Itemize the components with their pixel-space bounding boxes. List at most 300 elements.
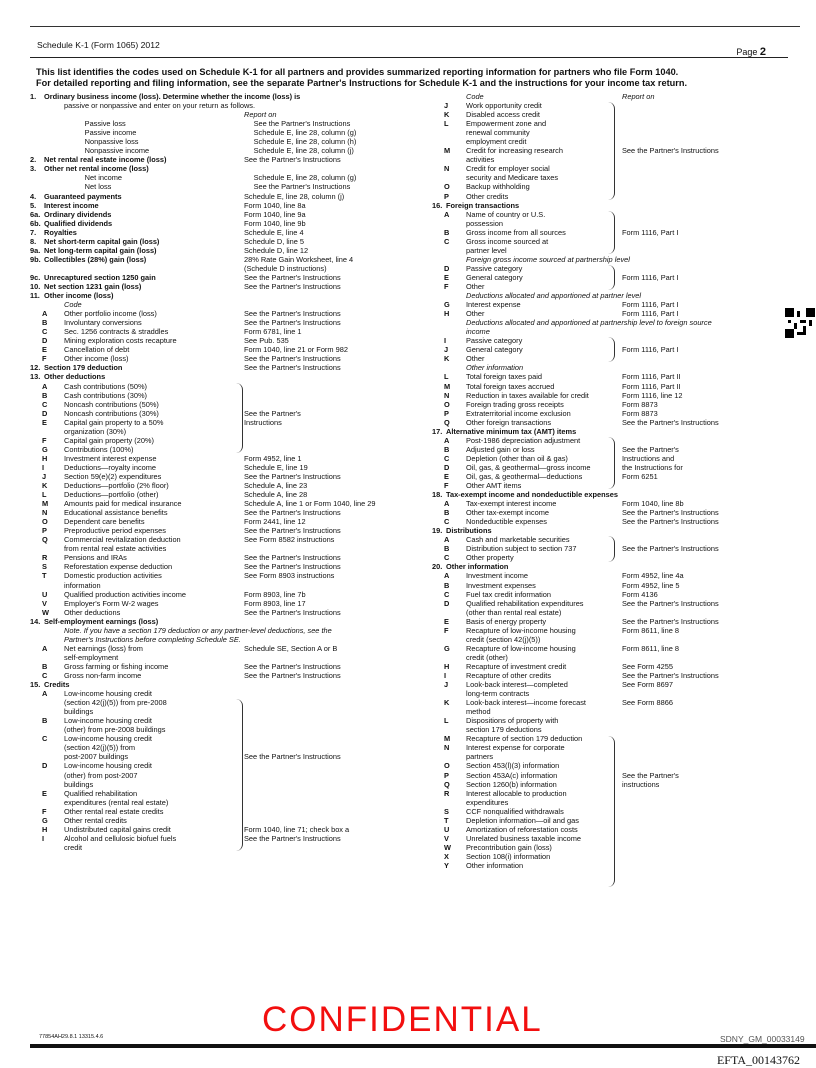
line-description: Alcohol and cellulosic biofuel fuels: [64, 833, 177, 843]
line-code: I: [444, 336, 447, 346]
form-line: [432, 807, 782, 816]
report-on: Schedule A, line 28: [244, 490, 308, 500]
form-line: [30, 273, 400, 282]
report-on: See the Partner's Instructions: [244, 281, 341, 291]
line-description: Adjusted gain or loss: [466, 444, 535, 454]
form-line: [432, 544, 782, 553]
form-line: [30, 291, 400, 300]
line-description: Qualified rehabilitation expenditures: [466, 598, 584, 608]
line-code: [432, 155, 466, 164]
line-description: Gross income sourced at: [466, 236, 549, 246]
form-line: [432, 400, 782, 409]
report-on: [622, 201, 782, 210]
form-line: [30, 409, 400, 418]
report-on: Form 6251: [622, 471, 658, 481]
report-on: See the Partner's Instructions: [622, 671, 719, 680]
report-on: See Form 8582 instructions: [244, 535, 335, 545]
line-description: Guaranteed payments: [44, 191, 122, 201]
line-description: General category: [466, 345, 523, 355]
report-on: Schedule SE, Section A or B: [244, 643, 338, 653]
report-on: [622, 354, 782, 363]
line-description: Qualified dividends: [44, 218, 113, 228]
line-code: T: [42, 571, 47, 581]
line-description: Total foreign taxes accrued: [466, 381, 555, 391]
line-description: (section 42(j)(5)) from: [64, 743, 136, 753]
line-code: L: [444, 716, 449, 726]
line-description: Precontribution gain (loss): [466, 842, 552, 852]
report-on: [244, 689, 400, 698]
report-on: See the Partner's: [622, 770, 679, 780]
form-line: [30, 562, 400, 571]
report-on: [622, 246, 782, 255]
bates-sdny: SDNY_GM_00033149: [720, 1034, 805, 1044]
line-code: [432, 318, 466, 327]
report-on: [622, 427, 782, 436]
form-line: [432, 146, 782, 155]
form-line: [432, 571, 782, 580]
form-line: [30, 382, 400, 391]
line-code: J: [444, 680, 449, 690]
report-on: [244, 816, 400, 825]
line-description: Passive loss: [84, 119, 126, 129]
line-code: 4.: [30, 191, 37, 201]
report-on: Form 8873: [622, 408, 658, 418]
line-description: Involuntary conversions: [64, 318, 142, 328]
line-code: I: [42, 462, 45, 472]
line-code: X: [444, 851, 449, 861]
line-code: B: [42, 390, 48, 400]
report-on: See the Partner's Instructions: [253, 119, 351, 129]
line-code: B: [42, 716, 48, 726]
line-code: 19.: [432, 526, 443, 536]
line-description: Section 1260(b) information: [466, 779, 557, 789]
line-description: [64, 110, 244, 119]
line-code: [30, 427, 64, 436]
report-on: [244, 680, 400, 689]
form-line: [30, 345, 400, 354]
line-description: Noncash contributions (50%): [64, 399, 159, 409]
report-on: Schedule A, line 23: [244, 481, 308, 491]
report-on: Schedule A, line 1 or Form 1040, line 29: [244, 499, 376, 509]
form-line: [30, 553, 400, 562]
line-code: [30, 635, 64, 644]
report-on: See the Partner's Instructions: [244, 752, 341, 762]
report-on: [622, 562, 782, 571]
line-description: Qualified production activities income: [64, 589, 187, 599]
form-line: [432, 490, 782, 499]
line-description: Recapture of other credits: [466, 671, 552, 680]
line-description: Amounts paid for medical insurance: [64, 499, 182, 509]
line-description: Investment interest expense: [64, 453, 157, 463]
line-code: D: [444, 263, 450, 273]
report-on: Schedule E, line 28, column (j): [253, 146, 354, 156]
line-description: Other information: [446, 562, 509, 572]
line-code: 12.: [30, 363, 41, 373]
form-line: [432, 372, 782, 381]
report-on: [244, 300, 400, 309]
form-line: [30, 761, 400, 770]
line-description: Domestic production activities: [64, 571, 162, 581]
line-description: Cash contributions (30%): [64, 390, 147, 400]
line-description: Royalties: [44, 227, 77, 237]
report-on: [622, 219, 782, 228]
line-description: Nondeductible expenses: [466, 517, 547, 527]
line-code: M: [444, 734, 451, 744]
line-code: [30, 146, 63, 155]
line-code: S: [42, 562, 47, 572]
line-description: General category: [466, 272, 523, 282]
form-line: [432, 210, 782, 219]
line-code: 2.: [30, 155, 37, 165]
bates-efta: EFTA_00143762: [716, 1053, 800, 1067]
report-on: See the Partner's Instructions: [622, 417, 719, 427]
line-description: buildings: [64, 707, 94, 717]
line-code: [30, 119, 63, 128]
line-description: Deductions—portfolio (2% floor): [64, 481, 169, 491]
line-code: 13.: [30, 372, 41, 382]
right-column: [432, 92, 782, 870]
report-on: [622, 798, 782, 807]
line-description: security and Medicare taxes: [466, 173, 559, 183]
report-on: [622, 752, 782, 761]
line-code: D: [444, 598, 450, 608]
line-description: (other) from post-2007: [64, 770, 138, 780]
line-description: Other rental credits: [64, 815, 127, 825]
report-on: See the Partner's Instructions: [244, 562, 341, 572]
form-line: [30, 517, 400, 526]
report-on: See the Partner's Instructions: [244, 354, 341, 364]
report-on: See the Partner's Instructions: [244, 553, 341, 563]
line-description: Backup withholding: [466, 182, 530, 192]
bracket: [236, 699, 243, 851]
form-line: [432, 526, 782, 535]
report-on: [244, 544, 400, 553]
line-description: section 179 deductions: [466, 725, 542, 735]
line-description: Other: [466, 354, 485, 364]
line-description: credit (other): [466, 652, 508, 662]
form-line: [432, 581, 782, 590]
form-line: [432, 237, 782, 246]
line-code: [432, 128, 466, 137]
form-line: [30, 146, 400, 155]
line-description: (other than rental real estate): [466, 607, 562, 617]
line-code: I: [444, 671, 447, 680]
bracket: [608, 265, 615, 290]
report-on: See the Partner's Instructions: [622, 508, 719, 518]
line-description: Distributions: [446, 526, 492, 536]
report-on: 28% Rate Gain Worksheet, line 4: [244, 254, 354, 264]
bracket: [608, 102, 615, 200]
form-line: [30, 391, 400, 400]
report-on: [622, 789, 782, 798]
form-line: [30, 680, 400, 689]
form-line: [432, 418, 782, 427]
form-line: [432, 137, 782, 146]
line-description: Fuel tax credit information: [466, 589, 552, 599]
form-line: [432, 201, 782, 210]
line-code: 7.: [30, 227, 37, 237]
report-on: Form 1040, line 8a: [244, 200, 306, 210]
line-code: F: [444, 481, 449, 491]
form-code: 77854AH29.8.1 13315.4.6: [39, 1034, 104, 1040]
form-line: [30, 834, 400, 843]
form-line: [30, 327, 400, 336]
form-line: [30, 192, 400, 201]
report-on: Schedule D, line 12: [244, 245, 309, 255]
line-code: C: [42, 399, 48, 409]
bottom-bar: [30, 1044, 816, 1048]
line-description: Preproductive period expenses: [64, 526, 166, 536]
line-description: Reforestation expense deduction: [64, 562, 173, 572]
line-code: 20.: [432, 562, 443, 572]
report-on: [622, 255, 782, 264]
report-on: Form 1116, Part I: [622, 345, 679, 355]
line-description: partners: [466, 752, 494, 762]
line-description: Work opportunity credit: [466, 101, 542, 111]
form-line: [432, 436, 782, 445]
report-on: Form 1116, Part I: [622, 300, 679, 310]
line-description: Name of country or U.S.: [466, 209, 546, 219]
line-code: C: [444, 453, 450, 463]
form-line: [432, 752, 782, 761]
report-on: Instructions and: [622, 453, 675, 463]
form-line: [30, 237, 400, 246]
line-description: Basis of energy property: [466, 616, 547, 626]
line-description: information: [64, 580, 101, 590]
line-code: C: [444, 517, 450, 527]
form-line: [30, 662, 400, 671]
report-on: [622, 481, 782, 490]
line-description: renewal community: [466, 128, 530, 138]
form-line: [432, 508, 782, 517]
line-description: Other income (loss): [64, 354, 129, 364]
line-code: K: [42, 481, 48, 491]
form-line: [432, 499, 782, 508]
line-description: Passive income: [84, 128, 137, 138]
line-code: B: [444, 227, 450, 237]
report-on: Form 1116, Part I: [622, 272, 679, 282]
line-description: Net short-term capital gain (loss): [44, 236, 160, 246]
line-description: Unrelated business taxable income: [466, 833, 582, 843]
form-line: [30, 182, 400, 191]
form-line: [30, 816, 400, 825]
report-on: Form 8611, line 8: [622, 625, 679, 635]
form-line: [432, 472, 782, 481]
report-on: See the Partner's Instructions: [244, 318, 341, 328]
line-description: Net loss: [84, 182, 112, 192]
line-description: Recapture of investment credit: [466, 661, 567, 671]
line-code: J: [444, 101, 449, 111]
line-code: [30, 771, 64, 780]
line-description: Post-1986 depreciation adjustment: [466, 435, 581, 445]
line-code: A: [42, 381, 48, 391]
report-on: Form 1116, Part II: [622, 381, 681, 391]
line-code: [30, 544, 64, 553]
report-on: [244, 92, 400, 101]
line-description: Partner's Instructions before completing Schedule SE.: [64, 634, 241, 644]
line-description: Other: [466, 309, 485, 319]
line-code: 11.: [30, 291, 40, 301]
report-on: See Pub. 535: [244, 336, 289, 346]
line-code: [432, 219, 466, 228]
line-description: Code: [466, 92, 484, 101]
line-description: activities: [466, 155, 495, 165]
form-line: [30, 372, 400, 381]
report-on: See the Partner's Instructions: [622, 598, 719, 608]
line-code: [432, 689, 466, 698]
line-description: Dependent care benefits: [64, 517, 145, 527]
form-line: [432, 273, 782, 282]
line-code: N: [444, 390, 450, 400]
line-code: E: [42, 345, 47, 355]
form-line: [30, 725, 400, 734]
line-code: A: [444, 499, 450, 509]
report-on: See the Partner's Instructions: [244, 526, 341, 536]
form-line: [432, 825, 782, 834]
form-line: [432, 363, 782, 372]
report-on: See the Partner's Instructions: [622, 517, 719, 527]
form-line: [432, 535, 782, 544]
report-on: [244, 716, 400, 725]
line-code: E: [444, 272, 449, 282]
report-on: Form 2441, line 12: [244, 517, 306, 527]
line-description: Capital gain property (20%): [64, 435, 154, 445]
report-on: [622, 282, 782, 291]
line-code: A: [444, 209, 450, 219]
line-description: Foreign transactions: [446, 200, 520, 210]
report-on: [244, 798, 400, 807]
line-code: H: [444, 309, 450, 319]
line-description: Gross farming or fishing income: [64, 661, 169, 671]
report-on: Form 1116, Part II: [622, 372, 681, 382]
line-description: Gross non-farm income: [64, 671, 142, 680]
line-description: Deductions allocated and apportioned at partner level: [466, 291, 642, 301]
report-on: [244, 372, 400, 381]
line-description: Sec. 1256 contracts & straddles: [64, 327, 169, 337]
line-description: Other: [466, 281, 485, 291]
line-description: Interest income: [44, 200, 99, 210]
line-description: Passive category: [466, 336, 523, 346]
line-code: S: [444, 806, 449, 816]
report-on: [622, 155, 782, 164]
line-code: A: [444, 435, 450, 445]
line-code: D: [42, 336, 48, 346]
form-line: [432, 481, 782, 490]
form-line: [30, 110, 400, 119]
line-description: Look-back interest—completed: [466, 680, 568, 690]
report-on: [244, 436, 400, 445]
report-on: Form 8903, line 7b: [244, 589, 306, 599]
report-on: See the Partner's Instructions: [244, 309, 341, 319]
line-description: Recapture of section 179 deduction: [466, 734, 583, 744]
form-line: [432, 798, 782, 807]
report-on: [622, 761, 782, 770]
line-description: Credit for employer social: [466, 164, 550, 174]
form-line: [30, 490, 400, 499]
line-code: C: [42, 327, 48, 337]
form-line: [432, 345, 782, 354]
report-on: [622, 526, 782, 535]
form-line: [30, 599, 400, 608]
report-on: See the Partner's: [622, 444, 679, 454]
line-description: Other deductions: [44, 372, 106, 382]
report-on: [622, 336, 782, 345]
form-line: [432, 852, 782, 861]
form-line: [30, 137, 400, 146]
line-description: Pensions and IRAs: [64, 553, 127, 563]
line-description: Cash contributions (50%): [64, 381, 147, 391]
report-on: [622, 861, 782, 870]
line-description: Low-income housing credit: [64, 734, 152, 744]
line-description: Distribution subject to section 737: [466, 544, 577, 554]
form-line: [30, 689, 400, 698]
line-description: Noncash contributions (30%): [64, 408, 159, 418]
line-code: B: [444, 444, 450, 454]
line-description: credit (section 42(j)(5)): [466, 634, 541, 644]
line-description: Other portfolio income (loss): [64, 309, 157, 319]
form-line: [30, 228, 400, 237]
line-code: O: [444, 399, 450, 409]
form-line: [432, 626, 782, 635]
line-code: 9b.: [30, 254, 41, 264]
form-line: [30, 644, 400, 653]
report-on: Instructions: [244, 417, 282, 427]
form-line: [30, 734, 400, 743]
line-code: G: [42, 444, 48, 454]
line-code: O: [444, 182, 450, 192]
form-line: [432, 110, 782, 119]
line-description: Collectibles (28%) gain (loss): [44, 254, 147, 264]
line-code: D: [444, 462, 450, 472]
line-code: P: [42, 526, 47, 536]
report-on: [622, 834, 782, 843]
line-code: [30, 137, 63, 146]
line-code: L: [444, 372, 449, 382]
form-line: [30, 400, 400, 409]
form-line: [432, 662, 782, 671]
line-code: K: [444, 698, 450, 708]
form-line: [432, 128, 782, 137]
bracket: [608, 211, 615, 254]
line-code: [432, 608, 466, 617]
line-code: [432, 707, 466, 716]
line-description: Note. If you have a section 179 deduction or any partner-level deductions, see the: [64, 625, 332, 635]
line-description: Contributions (100%): [64, 444, 134, 454]
line-code: [432, 137, 466, 146]
report-on: [622, 716, 782, 725]
report-on: Form 1040, line 21 or Form 982: [244, 345, 348, 355]
form-line: [30, 743, 400, 752]
report-on: [622, 182, 782, 191]
form-line: [30, 789, 400, 798]
qr-code-icon: [785, 308, 815, 338]
form-line: [432, 300, 782, 309]
form-line: [432, 264, 782, 273]
line-description: Mining exploration costs recapture: [64, 336, 177, 346]
line-description: method: [466, 707, 491, 717]
report-on: Form 8873: [622, 399, 658, 409]
line-description: Foreign gross income sourced at partnership level: [466, 254, 630, 264]
bracket: [608, 736, 615, 888]
line-code: C: [444, 236, 450, 246]
form-line: [432, 789, 782, 798]
form-line: [432, 427, 782, 436]
form-line: [432, 771, 782, 780]
report-on: [244, 698, 400, 707]
report-on: [244, 617, 400, 626]
line-description: Other credits: [466, 191, 509, 201]
report-on: Form 1116, line 12: [622, 390, 683, 400]
